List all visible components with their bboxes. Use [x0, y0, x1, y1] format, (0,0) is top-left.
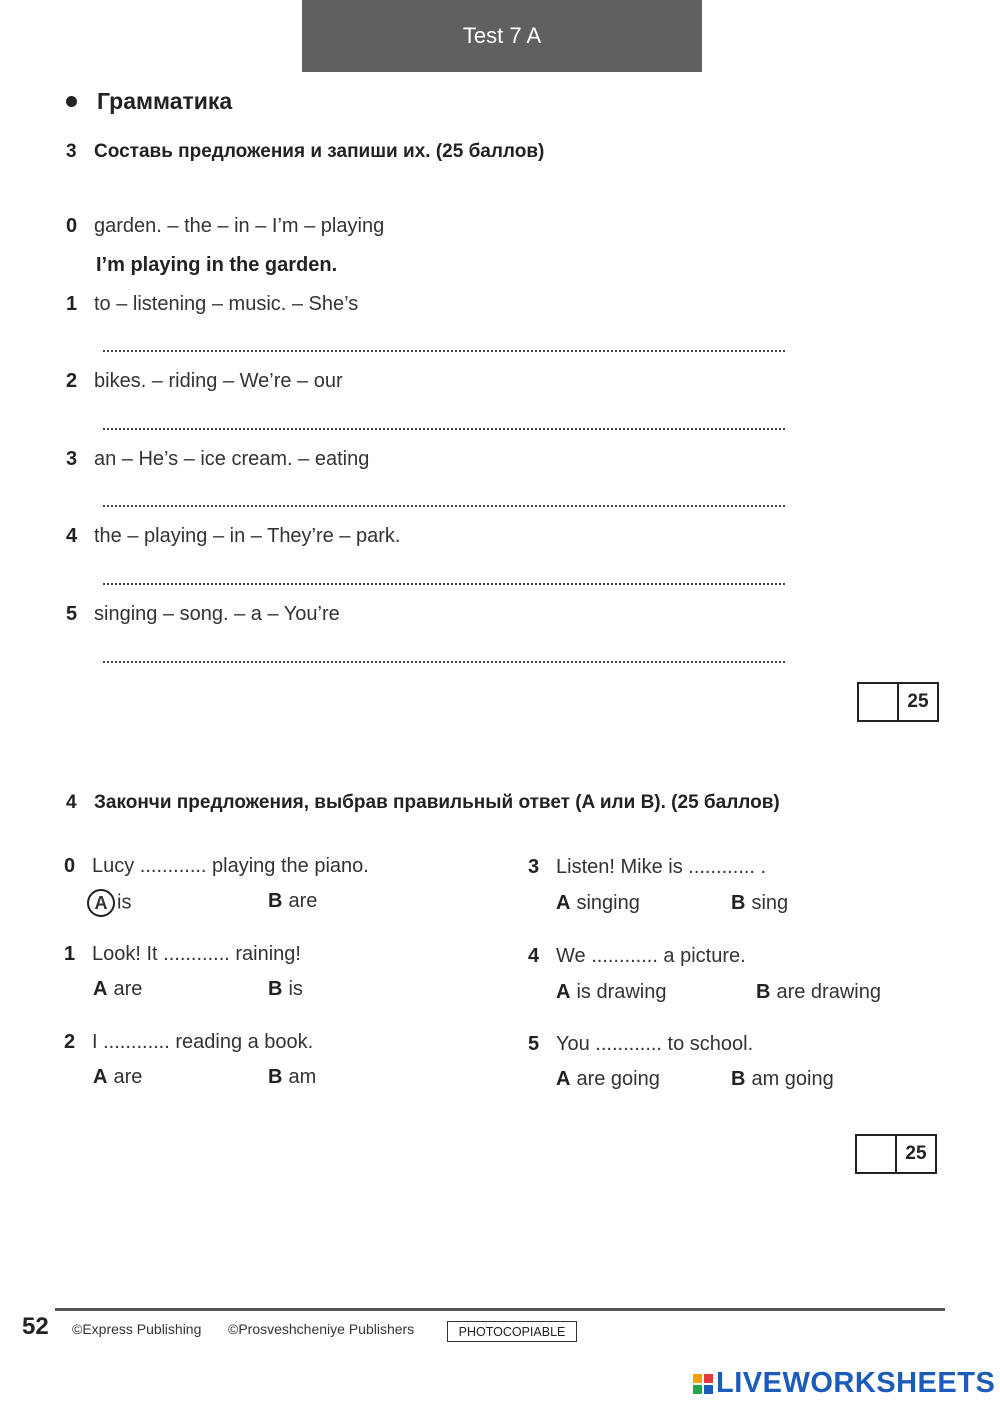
- publisher-credit-2: ©Prosveshcheniye Publishers: [228, 1321, 415, 1337]
- bullet-icon: [66, 96, 77, 107]
- item-number: 0: [66, 215, 78, 237]
- task4-question-2: 2 I ............ reading a book.: [64, 1031, 314, 1053]
- circled-answer-icon: A: [87, 889, 115, 917]
- score-input[interactable]: [857, 1136, 897, 1172]
- task3-number: 3: [66, 141, 77, 162]
- item-number: 2: [66, 370, 78, 392]
- task4-option-b-3[interactable]: B sing: [731, 892, 789, 914]
- liveworksheets-logo[interactable]: [693, 1367, 995, 1400]
- task4-option-b-4[interactable]: B are drawing: [756, 981, 881, 1003]
- score-max: 25: [907, 691, 929, 712]
- task3-example-answer: I’m playing in the garden.: [96, 254, 338, 276]
- footer-divider: [55, 1308, 945, 1311]
- answer-line-4[interactable]: [103, 583, 785, 585]
- test-title-bar: [302, 0, 702, 72]
- item-words: garden. – the – in – I’m – playing: [94, 215, 385, 237]
- task3-instruction: Составь предложения и запиши их. (25 баллов): [94, 141, 545, 162]
- task4-option-a-1[interactable]: A are: [93, 978, 143, 1000]
- task4-question-3: 3 Listen! Mike is ............ .: [528, 856, 767, 878]
- answer-line-5[interactable]: [103, 661, 785, 663]
- task4-option-b-0[interactable]: B are: [268, 890, 318, 912]
- task3-item-1: [66, 293, 358, 316]
- task4-question-5: 5 You ............ to school.: [528, 1033, 754, 1055]
- task4-question-4: 4 We ............ a picture.: [528, 945, 746, 967]
- task4-heading: [66, 792, 780, 814]
- task4-option-a-3[interactable]: A singing: [556, 892, 640, 914]
- task4-option-b-5[interactable]: B am going: [731, 1068, 834, 1090]
- task4-question-1: 1 Look! It ............ raining!: [64, 943, 301, 965]
- task4-option-a-4[interactable]: A is drawing: [556, 981, 667, 1003]
- task3-item-3: [66, 448, 369, 471]
- task4-option-a-0-selected[interactable]: A is: [87, 889, 131, 917]
- task4-option-a-5[interactable]: A are going: [556, 1068, 660, 1090]
- task4-option-a-2[interactable]: A are: [93, 1066, 143, 1088]
- task3-score-box: [857, 682, 939, 722]
- item-words: an – He’s – ice cream. – eating: [94, 448, 370, 470]
- test-title: Test 7 A: [462, 23, 542, 48]
- task3-item-4: [66, 525, 400, 548]
- task4-number: 4: [66, 792, 77, 813]
- task3-item-2: [66, 370, 343, 393]
- publisher-credit-1: ©Express Publishing: [72, 1321, 202, 1337]
- section-title-text: Грамматика: [97, 88, 233, 114]
- item-number: 3: [66, 448, 78, 470]
- score-max: 25: [905, 1143, 927, 1164]
- task3-heading: [66, 141, 544, 163]
- item-words: the – playing – in – They’re – park.: [94, 525, 401, 547]
- page-number: 52: [22, 1313, 49, 1340]
- task3-item-0: [66, 215, 384, 238]
- score-input[interactable]: [859, 684, 899, 720]
- task4-option-b-1[interactable]: B is: [268, 978, 303, 1000]
- item-words: bikes. – riding – We’re – our: [94, 370, 343, 392]
- section-title: [66, 88, 232, 115]
- task4-score-box: [855, 1134, 937, 1174]
- photocopiable-label: PHOTOCOPIABLE: [447, 1321, 577, 1342]
- task3-item-5: [66, 603, 340, 626]
- item-number: 5: [66, 603, 78, 625]
- answer-line-3[interactable]: [103, 505, 785, 507]
- liveworksheets-icon: [693, 1374, 713, 1394]
- task4-question-0: 0 Lucy ............ playing the piano.: [64, 855, 369, 877]
- item-words: singing – song. – a – You’re: [94, 603, 340, 625]
- task4-option-b-2[interactable]: B am: [268, 1066, 317, 1088]
- item-words: to – listening – music. – She’s: [94, 293, 359, 315]
- answer-line-2[interactable]: [103, 428, 785, 430]
- answer-line-1[interactable]: [103, 350, 785, 352]
- liveworksheets-text: LIVEWORKSHEETS: [716, 1367, 996, 1399]
- task4-instruction: Закончи предложения, выбрав правильный ответ (A или B). (25 баллов): [94, 792, 780, 813]
- item-number: 1: [66, 293, 78, 315]
- item-number: 4: [66, 525, 78, 547]
